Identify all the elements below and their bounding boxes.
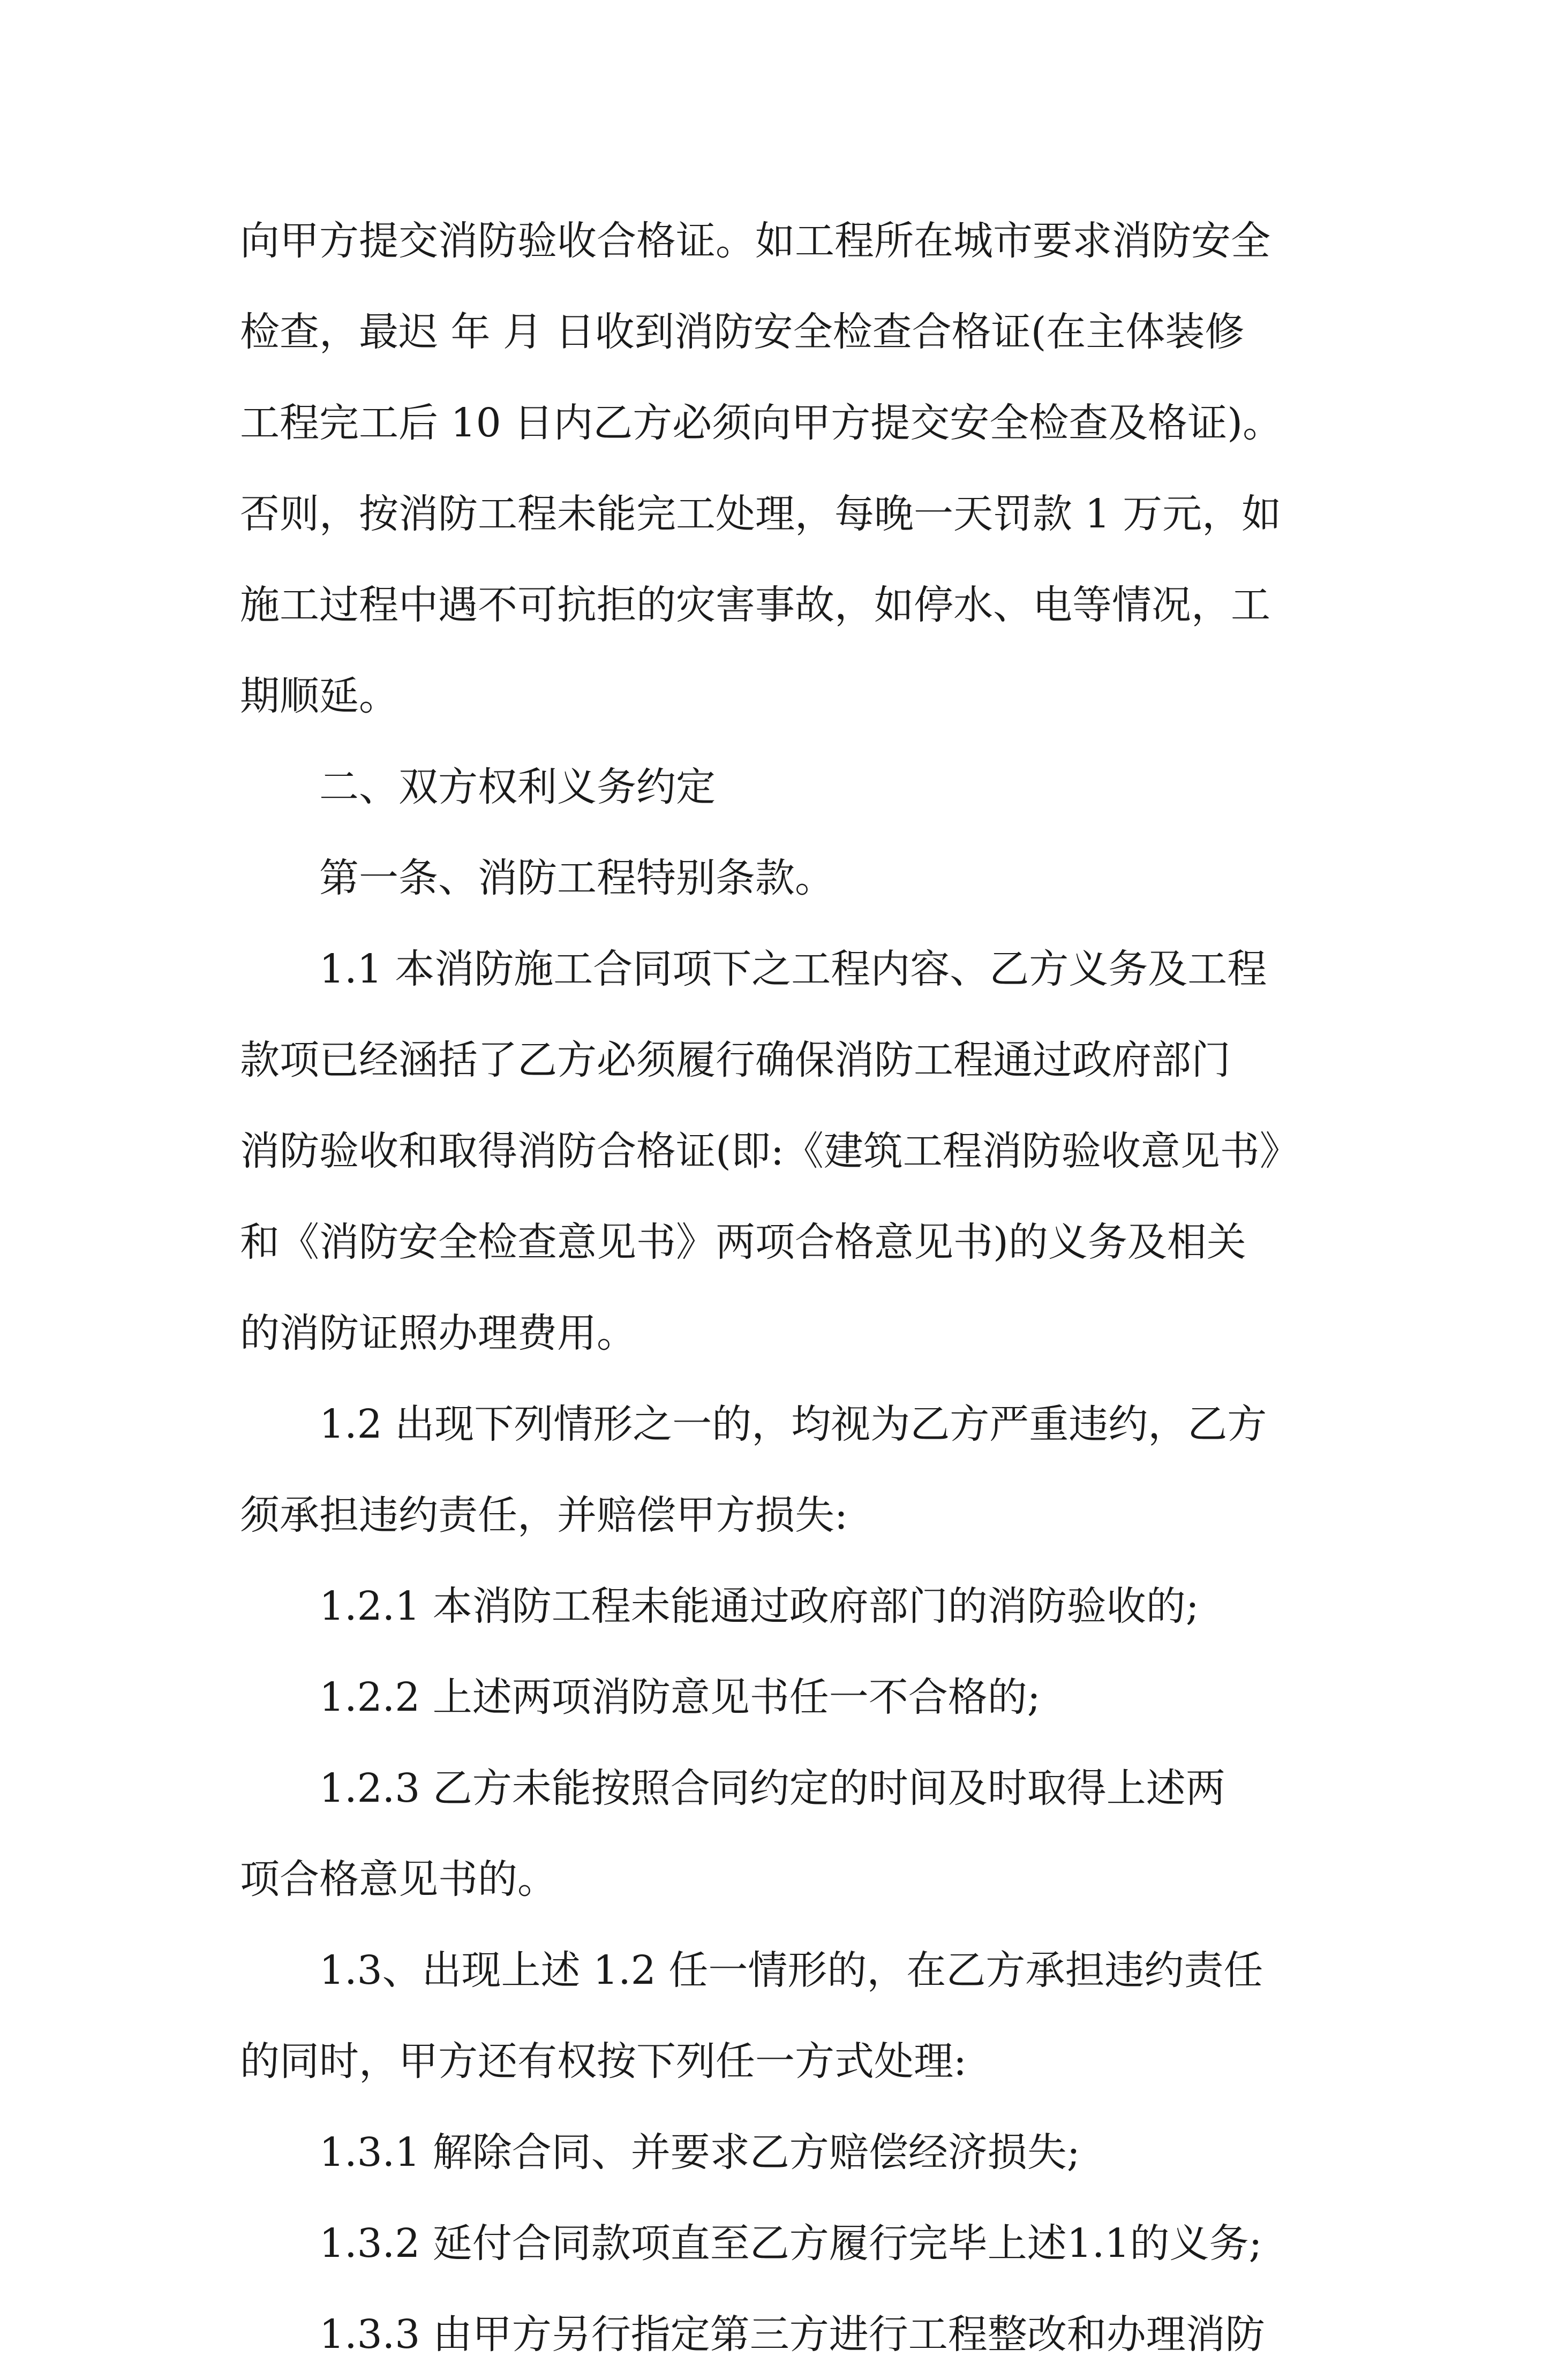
- text-line: 消防验收和取得消防合格证(即:《建筑工程消防验收意见书》: [240, 1128, 1299, 1174]
- text-line: 项合格意见书的。: [240, 1856, 557, 1902]
- text-line: 和《消防安全检查意见书》两项合格意见书)的义务及相关: [240, 1219, 1246, 1265]
- text-line: 1.2 出现下列情形之一的，均视为乙方严重违约，乙方: [319, 1401, 1267, 1447]
- text-line: 检查，最迟 年 月 日收到消防安全检查合格证(在主体装修: [240, 309, 1245, 355]
- text-line: 否则，按消防工程未能完工处理，每晚一天罚款 1 万元，如: [240, 491, 1282, 537]
- text-line: 须承担违约责任，并赔偿甲方损失:: [240, 1492, 848, 1538]
- text-line: 款项已经涵括了乙方必须履行确保消防工程通过政府部门: [240, 1037, 1231, 1083]
- contract-body-text: [240, 195, 1333, 2380]
- text-line: 1.1 本消防施工合同项下之工程内容、乙方义务及工程: [319, 946, 1267, 992]
- text-line: 工程完工后 10 日内乙方必须向甲方提交安全检查及格证)。: [240, 400, 1283, 446]
- text-line: 1.3、出现上述 1.2 任一情形的，在乙方承担违约责任: [319, 1947, 1263, 1993]
- text-line: 施工过程中遇不可抗拒的灾害事故，如停水、电等情况，工: [240, 582, 1270, 628]
- text-line: 1.3.2 延付合同款项直至乙方履行完毕上述1.1的义务;: [319, 2220, 1262, 2266]
- text-line: 期顺延。: [240, 673, 398, 719]
- text-line: 二、双方权利义务约定: [319, 764, 716, 810]
- text-line: 的同时，甲方还有权按下列任一方式处理:: [240, 2038, 967, 2084]
- text-line: 的消防证照办理费用。: [240, 1310, 636, 1356]
- text-line: 1.2.3 乙方未能按照合同约定的时间及时取得上述两: [319, 1765, 1225, 1811]
- text-line: 1.2.2 上述两项消防意见书任一不合格的;: [319, 1674, 1041, 1720]
- text-line: 向甲方提交消防验收合格证。如工程所在城市要求消防安全: [240, 218, 1270, 264]
- text-line: 1.3.3 由甲方另行指定第三方进行工程整改和办理消防: [319, 2311, 1265, 2358]
- text-line: 1.3.1 解除合同、并要求乙方赔偿经济损失;: [319, 2129, 1080, 2175]
- text-line: 第一条、消防工程特别条款。: [319, 855, 834, 901]
- text-line: 1.2.1 本消防工程未能通过政府部门的消防验收的;: [319, 1583, 1199, 1629]
